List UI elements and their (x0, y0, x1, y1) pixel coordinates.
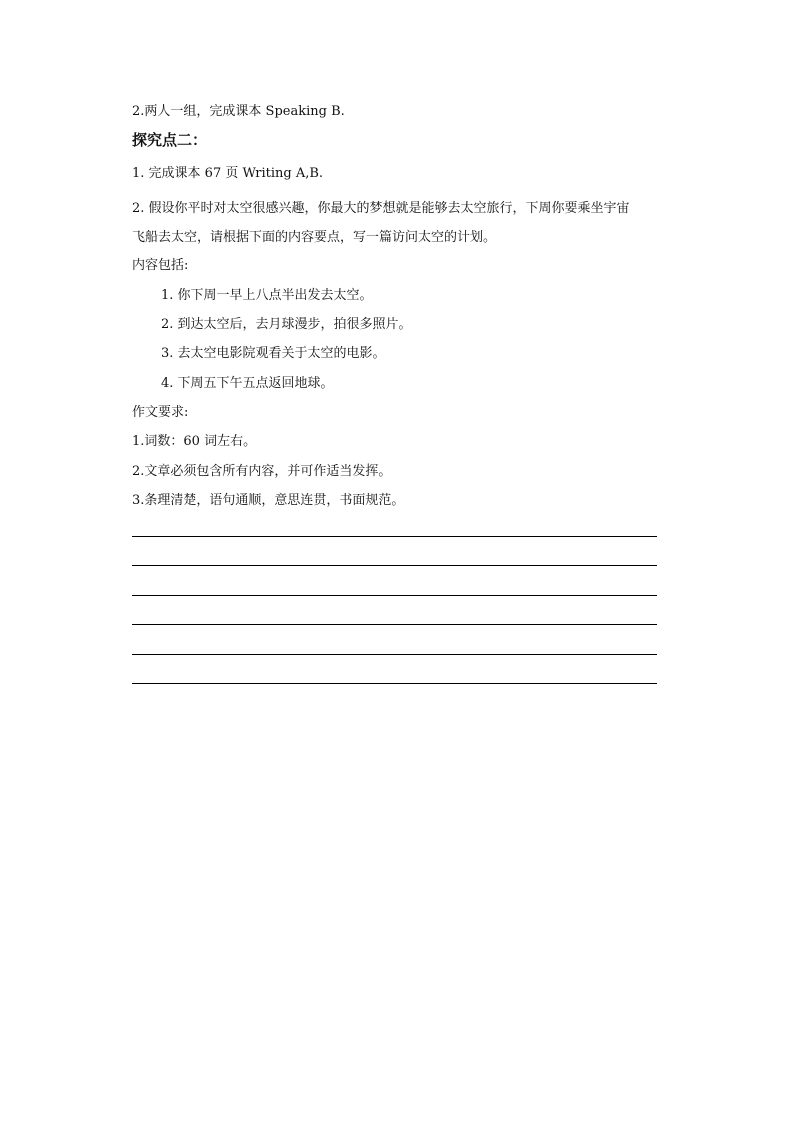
requirement-3: 3.条理清楚，语句通顺，意思连贯，书面规范。 (132, 493, 405, 508)
writing-line[interactable] (132, 624, 657, 625)
content-label: 内容包括: (132, 258, 189, 273)
requirement-2: 2.文章必须包含所有内容，并可作适当发挥。 (132, 464, 392, 479)
writing-line[interactable] (132, 683, 657, 684)
section-heading: 探究点二： (132, 131, 208, 149)
content-point-1: 1. 你下周一早上八点半出发去太空。 (161, 288, 373, 303)
speaking-task-text: 2.两人一组，完成课本 Speaking B. (132, 104, 345, 119)
writing-line[interactable] (132, 565, 657, 566)
essay-prompt-line-1: 2. 假设你平时对太空很感兴趣，你最大的梦想就是能够去太空旅行，下周你要乘坐宇宙 (132, 201, 630, 216)
essay-prompt-line-2: 飞船去太空，请根据下面的内容要点，写一篇访问太空的计划。 (132, 230, 497, 245)
requirement-1: 1.词数：60 词左右。 (132, 434, 257, 449)
requirements-label: 作文要求: (132, 405, 189, 420)
content-point-3: 3. 去太空电影院观看关于太空的电影。 (161, 346, 386, 361)
writing-line[interactable] (132, 536, 657, 537)
content-point-2: 2. 到达太空后，去月球漫步，拍很多照片。 (161, 317, 412, 332)
writing-line[interactable] (132, 654, 657, 655)
writing-line[interactable] (132, 595, 657, 596)
writing-task-text: 1. 完成课本 67 页 Writing A,B. (132, 166, 324, 181)
content-point-4: 4. 下周五下午五点返回地球。 (161, 376, 334, 391)
